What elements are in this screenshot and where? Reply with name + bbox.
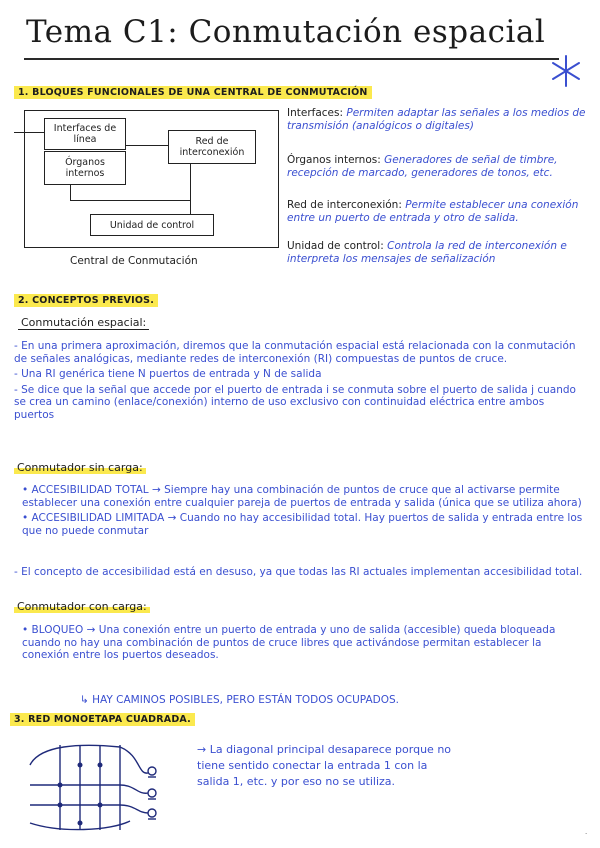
bloqueo-note: ↳ HAY CAMINOS POSIBLES, PERO ESTÁN TODOS OCUPADOS. (80, 694, 399, 706)
def-text: Controla la red de interconexión e interpreta los mensajes de señalización (287, 240, 567, 265)
control-link (190, 164, 191, 214)
section3-heading: 3. RED MONOETAPA CUADRADA. (10, 713, 195, 726)
def-text: Permiten adaptar las señales a los medios de transmisión (analógicos o digitales) (287, 107, 586, 132)
def-label: Red de interconexión: (287, 199, 402, 211)
conceptos-list (14, 340, 586, 424)
def-text: Generadores de señal de timbre, recepción de marcado, generadores de tonos, etc. (287, 154, 558, 179)
box-red: Red de interconexión (168, 130, 256, 164)
concept-paragraph: - El concepto de accesibilidad está en desuso, ya que todas las RI actuales implementan accesibilidad total. (14, 566, 583, 578)
concept-paragraph: - Una RI genérica tiene N puertos de entrada y N de salida (14, 368, 322, 380)
subheading-conmutacion-espacial: Conmutación espacial: (18, 316, 149, 330)
crossbar-diagram (20, 735, 180, 835)
concept-paragraph: • BLOQUEO → Una conexión entre un puerto de entrada y uno de salida (accesible) queda bloqueada cuando no hay una combinación de puntos de cruce libres que activándose permitan establecer la conexión entre los puertos deseados. (22, 624, 556, 661)
organos-drop (70, 185, 71, 201)
box-interfaces: Interfaces de línea (44, 118, 126, 150)
section1-heading: 1. BLOQUES FUNCIONALES DE UNA CENTRAL DE CONMUTACIÓN (14, 86, 372, 99)
def-label: Unidad de control: (287, 240, 384, 252)
concept-paragraph: • ACCESIBILIDAD TOTAL → Siempre hay una combinación de puntos de cruce que al activarse permite establecer una conexión entre cualquier pareja de puertos de entrada y salida (única que se utiliza ahora) (22, 484, 582, 509)
diagonal-note: → La diagonal principal desaparece porque no tiene sentido conectar la entrada 1 con la salida 1, etc. y por eso no se utiliza. (197, 743, 452, 788)
concept-paragraph: - En una primera aproximación, diremos que la conmutación espacial está relacionada con la conmutación de señales analógicas, mediante redes de interconexión (RI) compuestas de puntos de cruce. (14, 340, 576, 365)
link-line (126, 145, 168, 146)
def-text: Permite establecer una conexión entre un puerto de entrada y otro de salida. (287, 199, 579, 224)
subheading-sin-carga: Conmutador sin carga: (14, 461, 146, 474)
box-control: Unidad de control (90, 214, 214, 236)
bus-line (70, 200, 190, 201)
input-line (14, 132, 44, 133)
section2-heading: 2. CONCEPTOS PREVIOS. (14, 294, 158, 307)
con-carga-list (22, 624, 586, 665)
def-label: Órganos internos: (287, 154, 381, 166)
diagram-caption: Central de Conmutación (70, 255, 198, 267)
def-interfaces (287, 107, 587, 133)
star-icon (549, 54, 583, 88)
def-control (287, 240, 587, 266)
box-organos: Órganos internos (44, 151, 126, 185)
def-label: Interfaces: (287, 107, 344, 119)
page-mark: · (585, 830, 588, 838)
title-underline (24, 58, 559, 60)
concept-paragraph: • ACCESIBILIDAD LIMITADA → Cuando no hay accesibilidad total. Hay puertos de salida y entrada entre los que no puede conmutar (22, 512, 583, 537)
sin-carga-list (22, 484, 586, 540)
accesibilidad-note (14, 566, 586, 582)
def-organos (287, 154, 587, 180)
subheading-con-carga: Conmutador con carga: (14, 600, 150, 613)
concept-paragraph: - Se dice que la señal que accede por el puerto de entrada i se conmuta sobre el puerto de salida j cuando se crea un camino (enlace/conexión) interno de uso exclusivo con continuidad eléctrica entre ambos puertos (14, 383, 576, 421)
page-title: Tema C1: Conmutación espacial (26, 14, 546, 50)
def-red (287, 199, 587, 225)
